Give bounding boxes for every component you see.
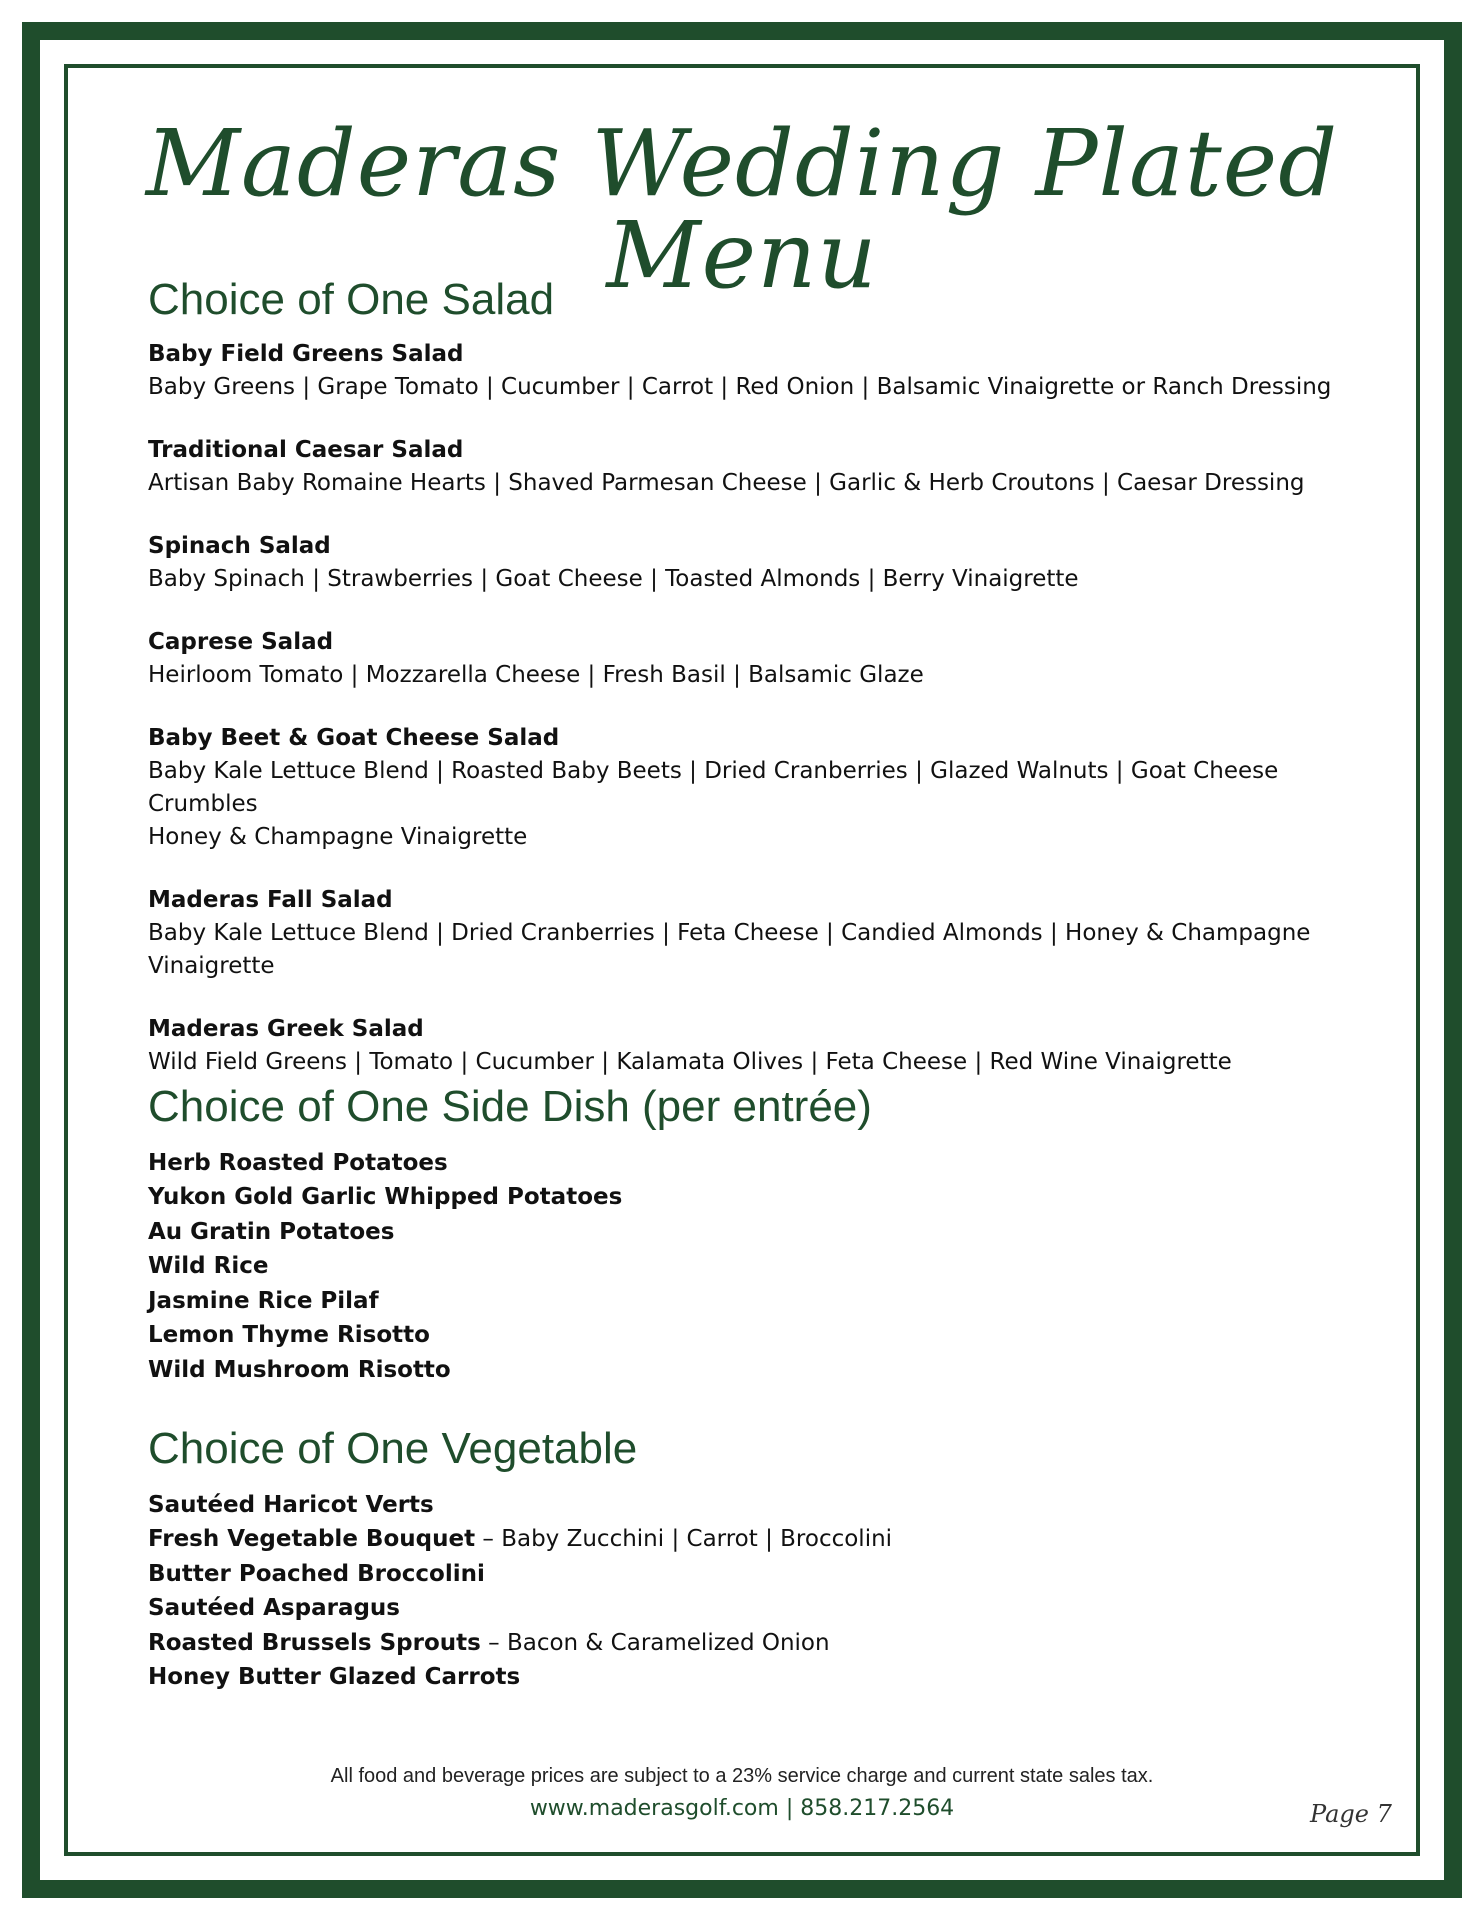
item-name: Maderas Fall Salad — [148, 887, 393, 914]
item-name: Baby Beet & Goat Cheese Salad — [148, 725, 560, 752]
item-name: Caprese Salad — [148, 629, 334, 656]
vegetable-item — [148, 1522, 1348, 1557]
item-description: Baby Spinach | Strawberries | Goat Cheese | Toasted Almonds | Berry Vinaigrette — [148, 566, 1079, 593]
vegetable-name: Sautéed Haricot Verts — [148, 1491, 434, 1518]
vegetable-name: Fresh Vegetable Bouquet — [148, 1526, 476, 1553]
page-number: Page 7 — [1310, 1800, 1392, 1828]
item-description: Artisan Baby Romaine Hearts | Shaved Parmesan Cheese | Garlic & Herb Croutons | Caesar Dressing — [148, 470, 1305, 497]
item-name: Spinach Salad — [148, 533, 331, 560]
vegetable-item — [148, 1557, 1348, 1592]
side-item: Lemon Thyme Risotto — [148, 1322, 430, 1349]
vegetable-section — [148, 1425, 1348, 1694]
item-description: Heirloom Tomato | Mozzarella Cheese | Fresh Basil | Balsamic Glaze — [148, 662, 924, 689]
menu-item — [148, 1013, 1348, 1079]
side-item: Jasmine Rice Pilaf — [148, 1287, 379, 1314]
side-item: Au Gratin Potatoes — [148, 1218, 395, 1245]
item-description-cont: Vinaigrette — [148, 953, 275, 980]
menu-item — [148, 722, 1348, 854]
menu-item — [148, 434, 1348, 500]
menu-item — [148, 338, 1348, 404]
service-charge-note: All food and beverage prices are subject to a 23% service charge and current state sales tax. — [330, 1765, 1154, 1787]
menu-item — [148, 884, 1348, 983]
vegetable-item — [148, 1488, 1348, 1523]
side-item: Wild Mushroom Risotto — [148, 1356, 451, 1383]
item-description: Baby Kale Lettuce Blend | Roasted Baby Beets | Dried Cranberries | Glazed Walnuts | Goat Cheese Crumbles — [148, 758, 1279, 818]
vegetable-name: Sautéed Asparagus — [148, 1595, 400, 1622]
menu-content — [148, 276, 1348, 1695]
item-name: Maderas Greek Salad — [148, 1016, 424, 1043]
vegetable-item — [148, 1626, 1348, 1661]
item-description-cont: Honey & Champagne Vinaigrette — [148, 824, 528, 851]
item-name: Baby Field Greens Salad — [148, 341, 464, 368]
vegetable-name: Butter Poached Broccolini — [148, 1560, 485, 1587]
vegetable-description: – Baby Zucchini | Carrot | Broccolini — [475, 1526, 893, 1553]
side-dish-heading: Choice of One Side Dish (per entrée) — [148, 1082, 872, 1132]
side-item: Yukon Gold Garlic Whipped Potatoes — [148, 1184, 623, 1211]
vegetable-heading: Choice of One Vegetable — [148, 1424, 638, 1474]
vegetable-item — [148, 1591, 1348, 1626]
salad-heading: Choice of One Salad — [148, 275, 555, 324]
contact-info: www.maderasgolf.com | 858.217.2564 — [529, 1796, 955, 1821]
vegetable-description: – Bacon & Caramelized Onion — [480, 1629, 830, 1656]
menu-item — [148, 530, 1348, 596]
menu-title: Maderas Wedding Plated Menu — [145, 110, 1339, 309]
item-description: Wild Field Greens | Tomato | Cucumber | Kalamata Olives | Feta Cheese | Red Wine Vinaigrette — [148, 1049, 1232, 1076]
side-dish-section — [148, 1083, 1348, 1387]
item-description: Baby Greens | Grape Tomato | Cucumber | Carrot | Red Onion | Balsamic Vinaigrette or Ranch Dressing — [148, 374, 1332, 401]
menu-item — [148, 626, 1348, 692]
vegetable-name: Honey Butter Glazed Carrots — [148, 1664, 521, 1691]
item-description: Baby Kale Lettuce Blend | Dried Cranberries | Feta Cheese | Candied Almonds | Honey & Champagne — [148, 920, 1311, 947]
item-name: Traditional Caesar Salad — [148, 437, 464, 464]
salad-section — [148, 276, 1348, 1079]
vegetable-item — [148, 1660, 1348, 1695]
side-item: Herb Roasted Potatoes — [148, 1149, 448, 1176]
side-item: Wild Rice — [148, 1253, 269, 1280]
vegetable-name: Roasted Brussels Sprouts — [148, 1629, 481, 1656]
